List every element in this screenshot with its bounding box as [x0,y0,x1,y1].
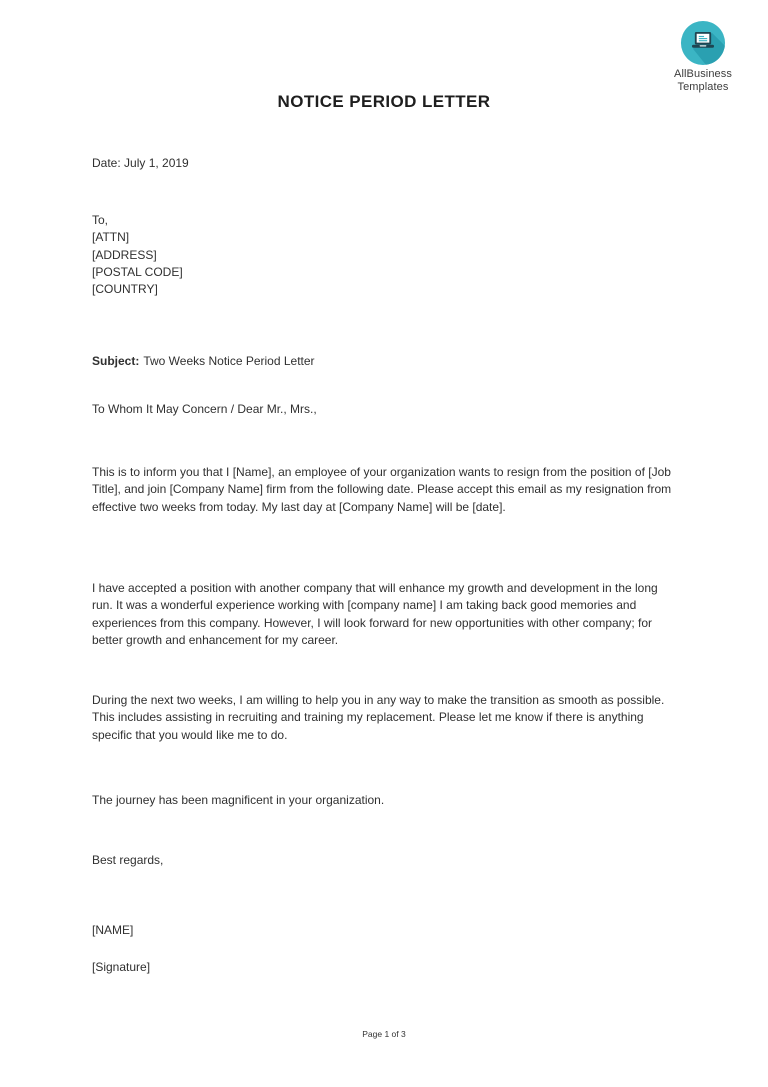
logo-brand-line1: AllBusiness [674,68,732,80]
paragraph-new-position: I have accepted a position with another company that will enhance my growth and development in the long run. It was a wonderful experience working with [company name] I am taking back good memories and experiences from this company. However, I will look forward for new opportunities with other company; for better growth and enhancement for my career. [92,581,658,647]
recipient-line-address: [ADDRESS] [92,247,157,262]
signature-name: [NAME] [92,923,134,937]
subject-label: Subject: [92,354,140,368]
recipient-line-to: To, [92,213,109,227]
recipient-line-attn: [ATTN] [92,230,130,245]
subject-line [92,353,678,370]
paragraph-journey: The journey has been magnificent in your organization. [92,793,385,807]
closing: Best regards, [92,853,164,867]
subject-text: Two Weeks Notice Period Letter [143,354,315,368]
paragraph-transition: During the next two weeks, I am willing to help you in any way to make the transition as smooth as possible. This includes assisting in recruiting and training my replacement. Please let me know if there is anything specific that you would like me to do. [92,693,665,742]
date-line: Date: July 1, 2019 [92,156,189,170]
letter-title: NOTICE PERIOD LETTER [277,92,491,111]
recipient-block [92,212,678,298]
signature-placeholder: [Signature] [92,960,151,974]
allbusiness-logo [666,20,740,93]
recipient-line-country: [COUNTRY] [92,282,158,297]
salutation: To Whom It May Concern / Dear Mr., Mrs., [92,402,317,416]
paragraph-resignation: This is to inform you that I [Name], an employee of your organization wants to resign from the position of [Job Title], and join [Company Name] firm from the following date. Please accept this email as my resignation from effective two weeks from today. My last day at [Company Name] will be [date]. [92,465,672,514]
recipient-line-postal-code: [POSTAL CODE] [92,264,183,279]
page-number-indicator: Page 1 of 3 [362,1029,406,1039]
laptop-icon [680,20,726,66]
logo-brand-line2: Templates [677,80,729,93]
